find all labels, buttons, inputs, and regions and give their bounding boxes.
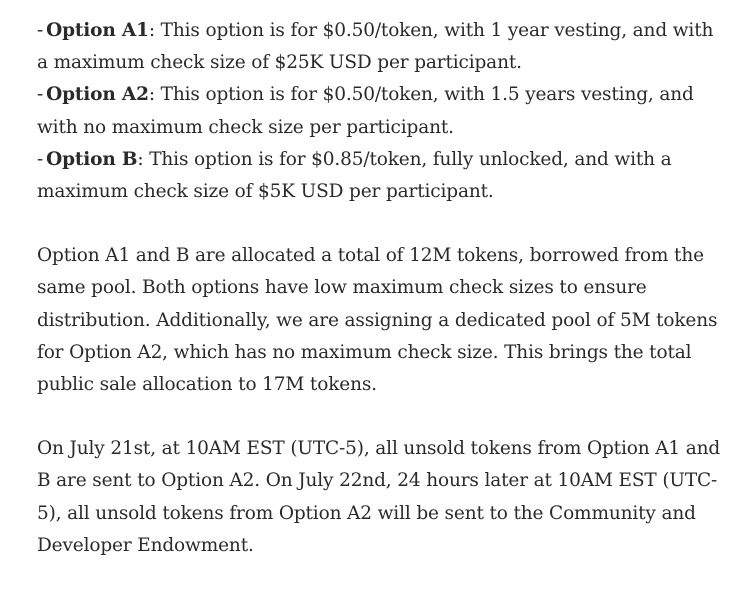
paragraph-spacer: [37, 401, 722, 433]
article-body: [37, 15, 722, 562]
option-a1-name: Option A1: [46, 20, 149, 41]
list-dash: -: [37, 84, 44, 106]
option-a2-description: : This option is for $0.50/token, with 1.5 years vesting, and with no maximum check size per participant.: [37, 84, 694, 138]
list-dash: -: [37, 148, 44, 170]
option-a1-description: : This option is for $0.50/token, with 1 year vesting, and with a maximum check size of $25K USD per participant.: [37, 20, 714, 74]
unsold-tokens-paragraph: On July 21st, at 10AM EST (UTC-5), all unsold tokens from Option A1 and B are sent to Option A2. On July 22nd, 24 hours later at 10AM EST (UTC-5), all unsold tokens from Option A2 will be sent to the Community and Developer Endowment.: [37, 438, 721, 556]
allocation-paragraph: Option A1 and B are allocated a total of 12M tokens, borrowed from the same pool. Both options have low maximum check sizes to ensure distribution. Additionally, we are assigning a dedicated pool of 5M tokens for Option A2, which has no maximum check size. This brings the total public sale allocation to 17M tokens.: [37, 245, 718, 396]
option-b-item: [37, 144, 722, 208]
option-b-name: Option B: [46, 148, 138, 170]
option-b-description: : This option is for $0.85/token, fully unlocked, and with a maximum check size of $5K USD per participant.: [37, 148, 672, 203]
list-dash: -: [37, 20, 44, 41]
paragraph-spacer: [37, 208, 722, 240]
option-a2-item: [37, 79, 722, 143]
option-a2-name: Option A2: [46, 84, 149, 106]
option-a1-item: [37, 15, 722, 79]
